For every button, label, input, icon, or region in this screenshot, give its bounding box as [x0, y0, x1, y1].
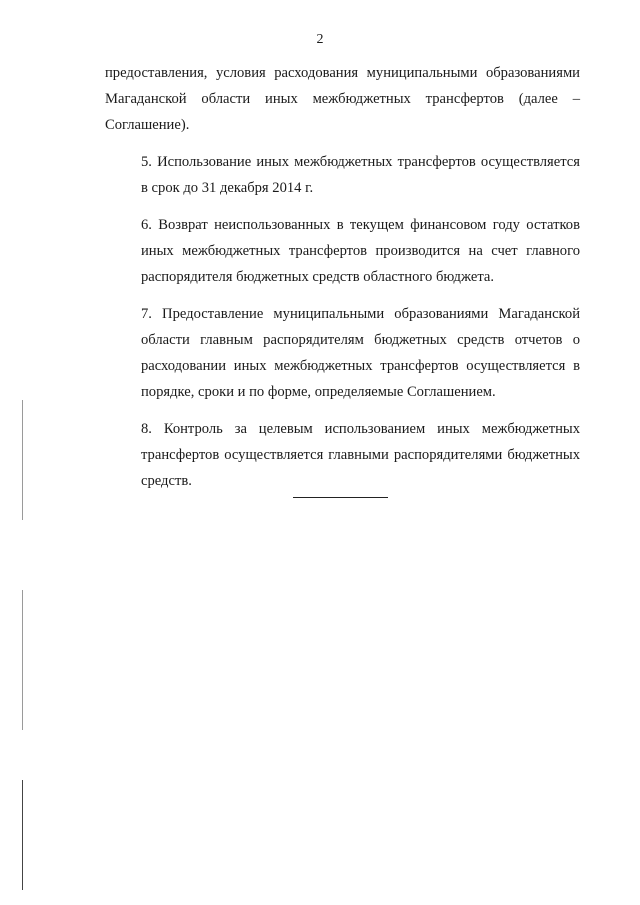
paragraph-item-5: [105, 149, 580, 201]
scan-edge-mark: [22, 590, 23, 730]
document-body: [105, 60, 580, 505]
text-line: средств.: [141, 473, 192, 489]
text-line: порядке, сроки и по форме, определяемые Соглашением.: [141, 384, 496, 400]
paragraph-item-7: [105, 301, 580, 405]
text-line: расходовании иных межбюджетных трансфертов осуществляется в: [141, 358, 580, 374]
paragraph-item-6: [105, 212, 580, 290]
text-line: предоставления, условия расходования муниципальными образованиями: [105, 65, 580, 81]
text-line: иных межбюджетных трансфертов производится на счет главного: [141, 243, 580, 259]
end-of-document-rule: [293, 497, 388, 498]
text-line: Магаданской области иных межбюджетных трансфертов (далее –: [105, 91, 580, 107]
page-number: 2: [316, 32, 324, 47]
text-line: распорядителя бюджетных средств областного бюджета.: [141, 269, 495, 285]
text-line: 5. Использование иных межбюджетных трансфертов осуществляется: [141, 154, 580, 170]
scan-edge-mark: [22, 400, 23, 520]
text-line: 8. Контроль за целевым использованием иных межбюджетных: [141, 421, 580, 437]
text-line: 6. Возврат неиспользованных в текущем финансовом году остатков: [141, 217, 580, 233]
paragraph-item-8: [105, 416, 580, 494]
paragraph-continuation: [105, 60, 580, 138]
text-line: 7. Предоставление муниципальными образованиями Магаданской: [141, 306, 580, 322]
text-line: трансфертов осуществляется главными распорядителями бюджетных: [141, 447, 580, 463]
scan-edge-mark: [22, 780, 23, 890]
text-line: в срок до 31 декабря 2014 г.: [141, 180, 314, 196]
text-line: Соглашение).: [105, 117, 190, 133]
text-line: области главным распорядителям бюджетных средств отчетов о: [141, 332, 580, 348]
